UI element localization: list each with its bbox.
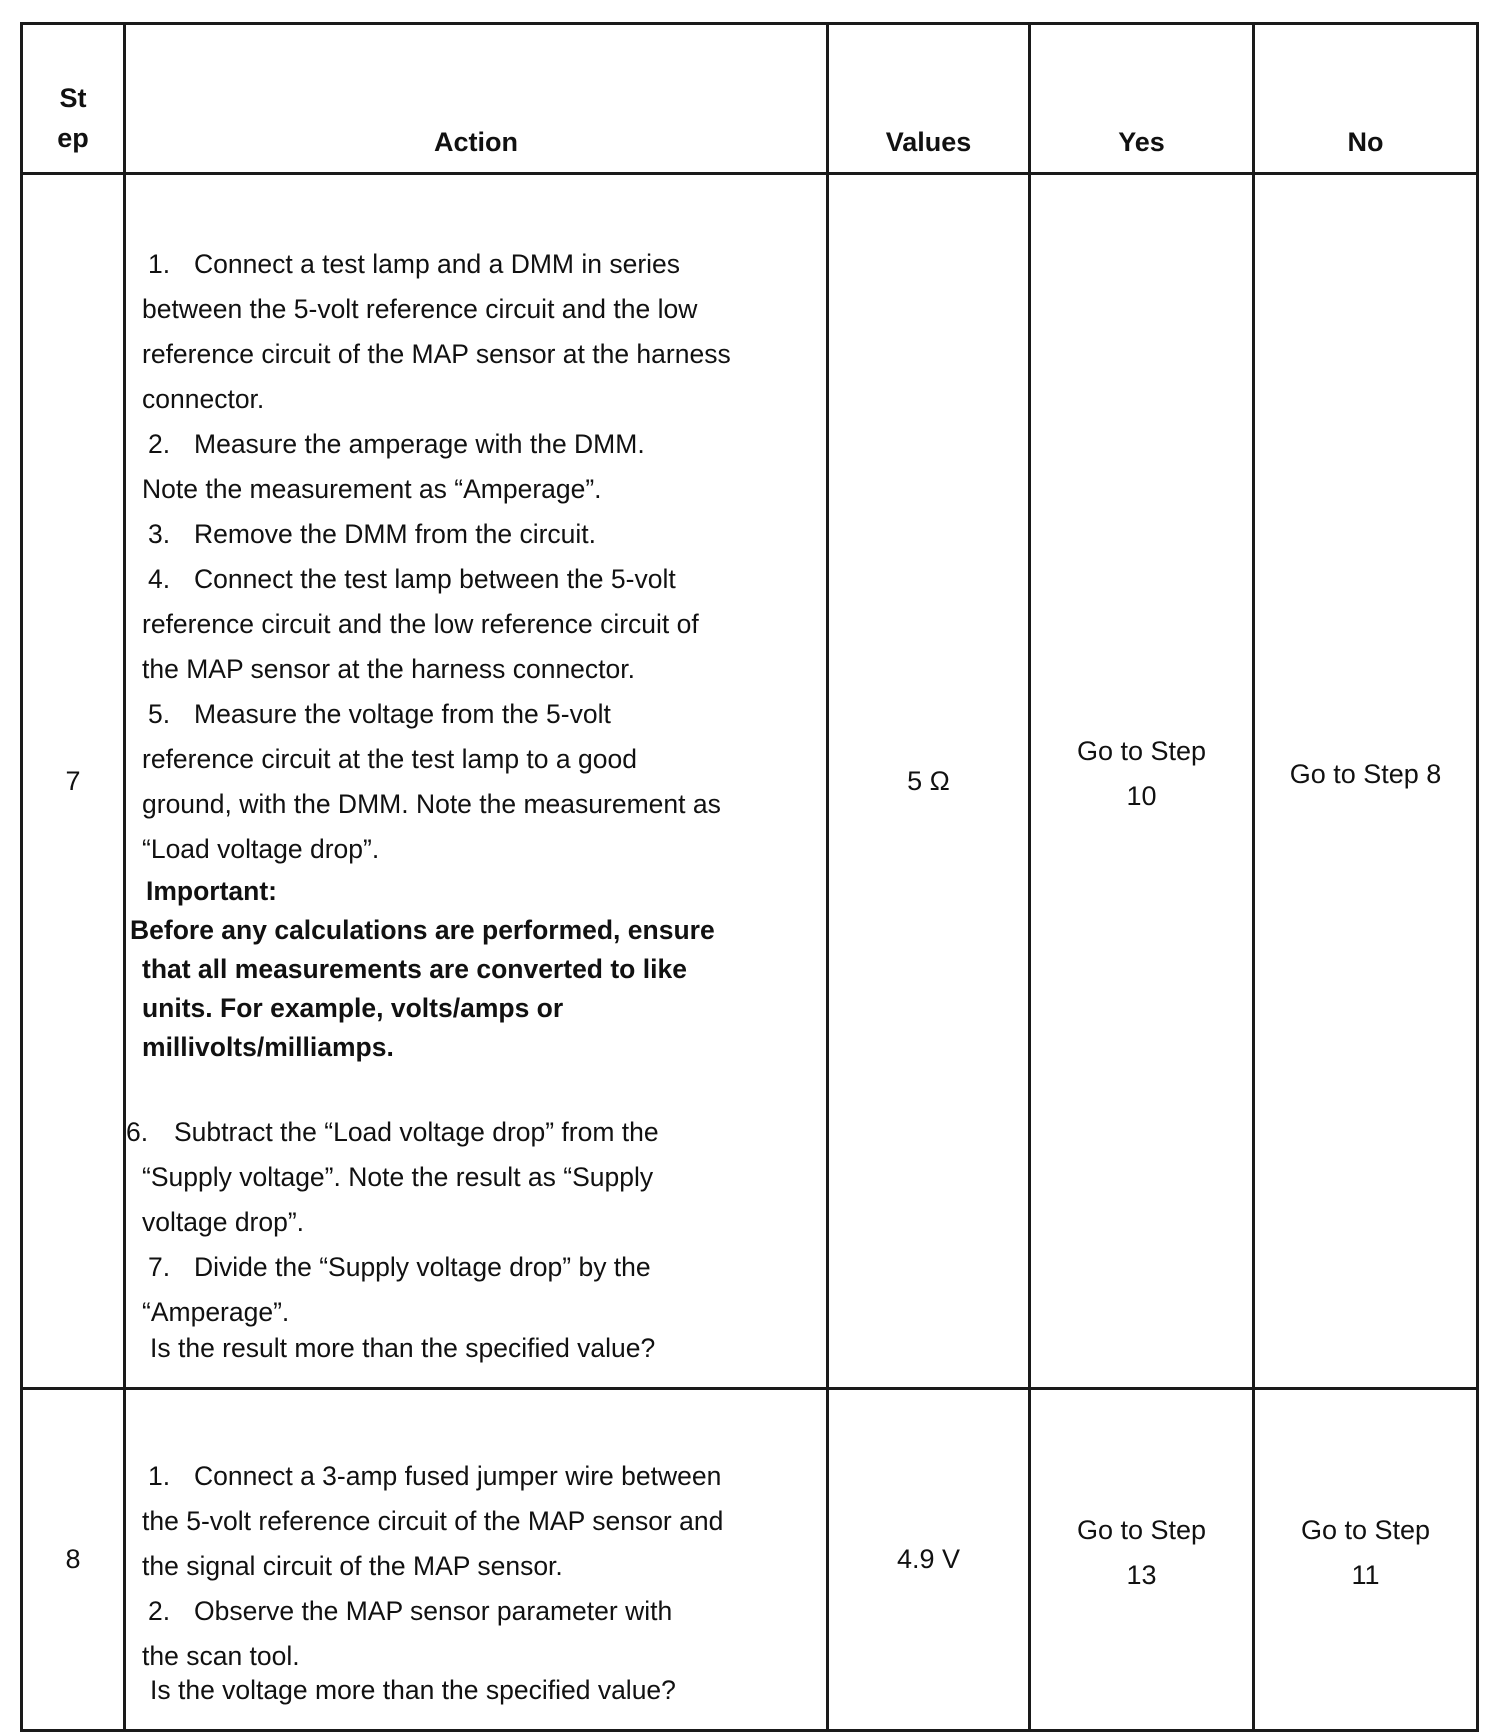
question-text: Is the voltage more than the specified value? xyxy=(150,1675,676,1705)
action-line: 2. Observe the MAP sensor parameter with xyxy=(148,1596,673,1626)
value-cell: 5 Ω xyxy=(828,174,1030,1389)
action-line: between the 5-volt reference circuit and the low xyxy=(142,293,698,324)
table-row-step-8 xyxy=(22,1389,1478,1731)
important-line: millivolts/milliamps. xyxy=(142,1031,394,1062)
header-values: Values xyxy=(828,24,1030,174)
action-line: the 5-volt reference circuit of the MAP sensor and xyxy=(142,1506,724,1536)
action-line: “Supply voltage”. Note the result as “Supply xyxy=(142,1161,654,1192)
action-line: Note the measurement as “Amperage”. xyxy=(142,473,602,504)
table-row-step-7 xyxy=(22,174,1478,1389)
action-line: 7. Divide the “Supply voltage drop” by the xyxy=(148,1251,651,1282)
header-yes: Yes xyxy=(1030,24,1254,174)
action-line: 3. Remove the DMM from the circuit. xyxy=(148,518,597,549)
action-line: 5. Measure the voltage from the 5-volt xyxy=(148,698,611,729)
action-line: 6. Subtract the “Load voltage drop” from the xyxy=(126,1116,659,1147)
action-line: “Amperage”. xyxy=(142,1296,290,1327)
no-cell: Go to Step 8 xyxy=(1254,174,1478,1389)
header-step: St ep xyxy=(22,24,125,174)
action-line: reference circuit of the MAP sensor at the harness xyxy=(142,338,731,369)
yes-cell: Go to Step 13 xyxy=(1030,1389,1254,1731)
value-cell: 4.9 V xyxy=(828,1389,1030,1731)
header-no: No xyxy=(1254,24,1478,174)
action-line: the signal circuit of the MAP sensor. xyxy=(142,1551,563,1581)
action-line: 1. Connect a test lamp and a DMM in series xyxy=(148,248,681,279)
action-cell xyxy=(125,174,828,1389)
action-line: 1. Connect a 3-amp fused jumper wire between xyxy=(148,1461,722,1491)
header-row xyxy=(22,24,1478,174)
important-title: Important: xyxy=(146,875,278,906)
diagnostic-table xyxy=(20,22,1479,1732)
action-line: the MAP sensor at the harness connector. xyxy=(142,653,635,684)
action-line: 4. Connect the test lamp between the 5-volt xyxy=(148,563,676,594)
action-line: the scan tool. xyxy=(142,1641,300,1671)
important-line: Before any calculations are performed, ensure xyxy=(130,914,715,945)
yes-cell: Go to Step 10 xyxy=(1030,174,1254,1389)
header-action: Action xyxy=(125,24,828,174)
action-line: “Load voltage drop”. xyxy=(142,833,380,864)
action-line: voltage drop”. xyxy=(142,1206,305,1237)
important-line: units. For example, volts/amps or xyxy=(142,992,564,1023)
action-line: 2. Measure the amperage with the DMM. xyxy=(148,428,645,459)
action-line: reference circuit at the test lamp to a good xyxy=(142,743,637,774)
question-text: Is the result more than the specified value? xyxy=(150,1333,656,1363)
action-line: ground, with the DMM. Note the measurement as xyxy=(142,788,721,819)
action-cell xyxy=(125,1389,828,1731)
action-line: reference circuit and the low reference circuit of xyxy=(142,608,699,639)
step-number: 7 xyxy=(22,174,125,1389)
action-line: connector. xyxy=(142,383,265,414)
no-cell: Go to Step 11 xyxy=(1254,1389,1478,1731)
important-note xyxy=(130,872,806,1067)
step-number: 8 xyxy=(22,1389,125,1731)
important-line: that all measurements are converted to like xyxy=(142,953,687,984)
